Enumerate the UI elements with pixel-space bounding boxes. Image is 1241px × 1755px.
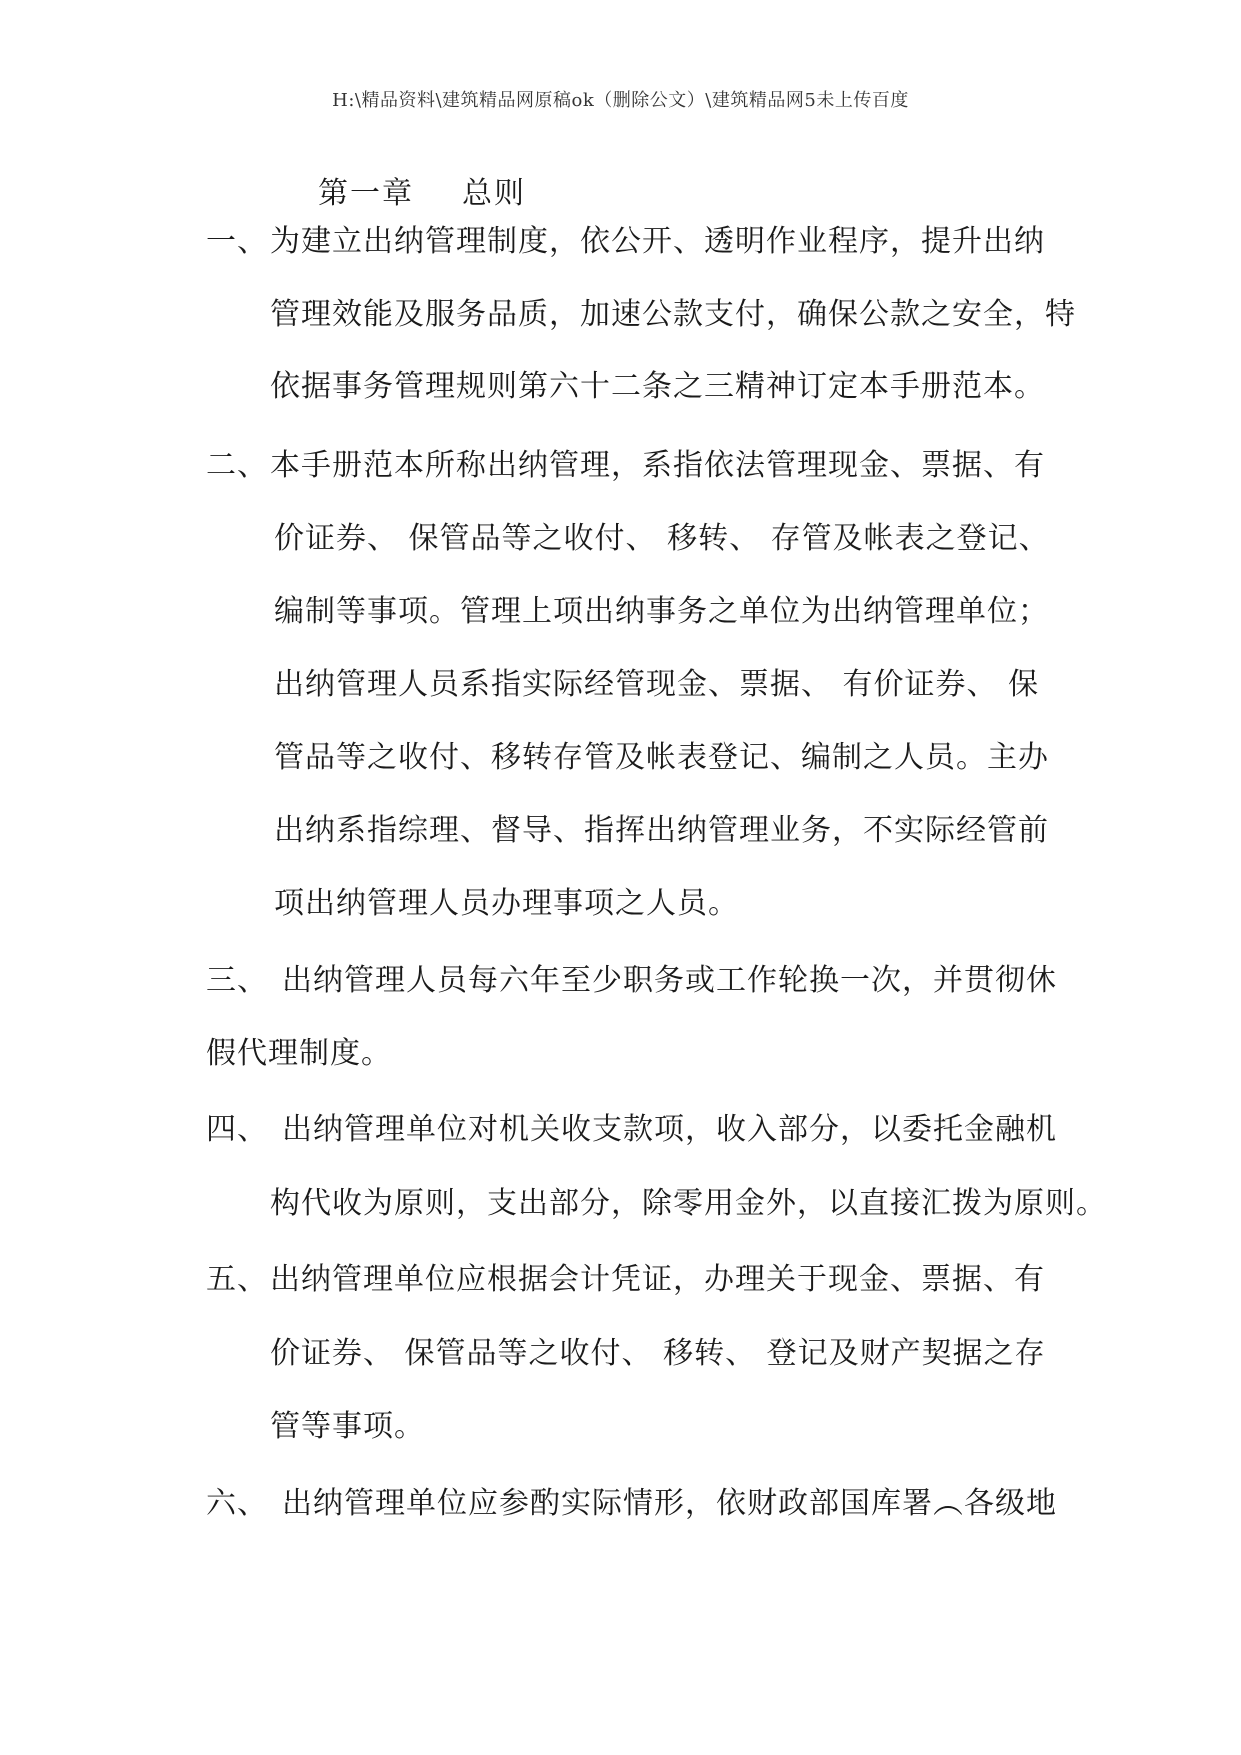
line-text: 为建立出纳管理制度，依公开、透明作业程序，提升出纳 [270, 224, 1045, 259]
paragraph-line: 管理效能及服务品质，加速公款支付，确保公款之安全，特 [270, 297, 1076, 332]
paragraph-line: 管品等之收付、移转存管及帐表登记、编制之人员。主办 [274, 740, 1049, 775]
paragraph-line: 构代收为原则，支出部分，除零用金外，以直接汇拨为原则。 [270, 1186, 1107, 1221]
item-number: 二、 [206, 448, 268, 483]
item-number: 四、 [206, 1112, 268, 1147]
line-text: 出纳管理单位应参酌实际情形，依财政部国库署︵各级地 [282, 1486, 1057, 1521]
line-text: 出纳管理单位应根据会计凭证，办理关于现金、票据、有 [270, 1262, 1045, 1297]
item-number: 六、 [206, 1486, 268, 1521]
paragraph-line: 价证券、 保管品等之收付、 移转、 登记及财产契据之存 [270, 1336, 1046, 1371]
line-text: 出纳管理单位对机关收支款项，收入部分，以委托金融机 [282, 1112, 1057, 1147]
paragraph-line [206, 961, 1057, 1001]
document-header-path: H:\精品资料\建筑精品网原稿ok（删除公文）\建筑精品网5未上传百度 [332, 90, 909, 111]
line-text: 出纳管理人员每六年至少职务或工作轮换一次，并贯彻休 [282, 963, 1057, 998]
paragraph-line: 价证券、 保管品等之收付、 移转、 存管及帐表之登记、 [274, 521, 1050, 556]
paragraph-line [206, 446, 1045, 486]
paragraph-line [206, 1260, 1045, 1300]
paragraph-line: 项出纳管理人员办理事项之人员。 [274, 886, 739, 921]
chapter-title: 总则 [462, 176, 526, 211]
paragraph-line: 管等事项。 [270, 1409, 425, 1444]
line-text: 本手册范本所称出纳管理，系指依法管理现金、票据、有 [270, 448, 1045, 483]
item-number: 五、 [206, 1262, 268, 1297]
paragraph-line [206, 222, 1045, 262]
paragraph-line: 出纳系指综理、督导、指挥出纳管理业务，不实际经管前 [274, 813, 1049, 848]
paragraph-line [206, 1484, 1057, 1524]
paragraph-line: 假代理制度。 [206, 1036, 392, 1071]
item-number: 三、 [206, 963, 268, 998]
paragraph-line [206, 1110, 1057, 1150]
item-number: 一、 [206, 224, 268, 259]
paragraph-line: 编制等事项。管理上项出纳事务之单位为出纳管理单位； [274, 594, 1049, 629]
chapter-heading [318, 168, 526, 212]
chapter-number: 第一章 [318, 176, 414, 211]
paragraph-line: 依据事务管理规则第六十二条之三精神订定本手册范本。 [270, 369, 1045, 404]
paragraph-line: 出纳管理人员系指实际经管现金、票据、 有价证券、 保 [274, 667, 1040, 702]
